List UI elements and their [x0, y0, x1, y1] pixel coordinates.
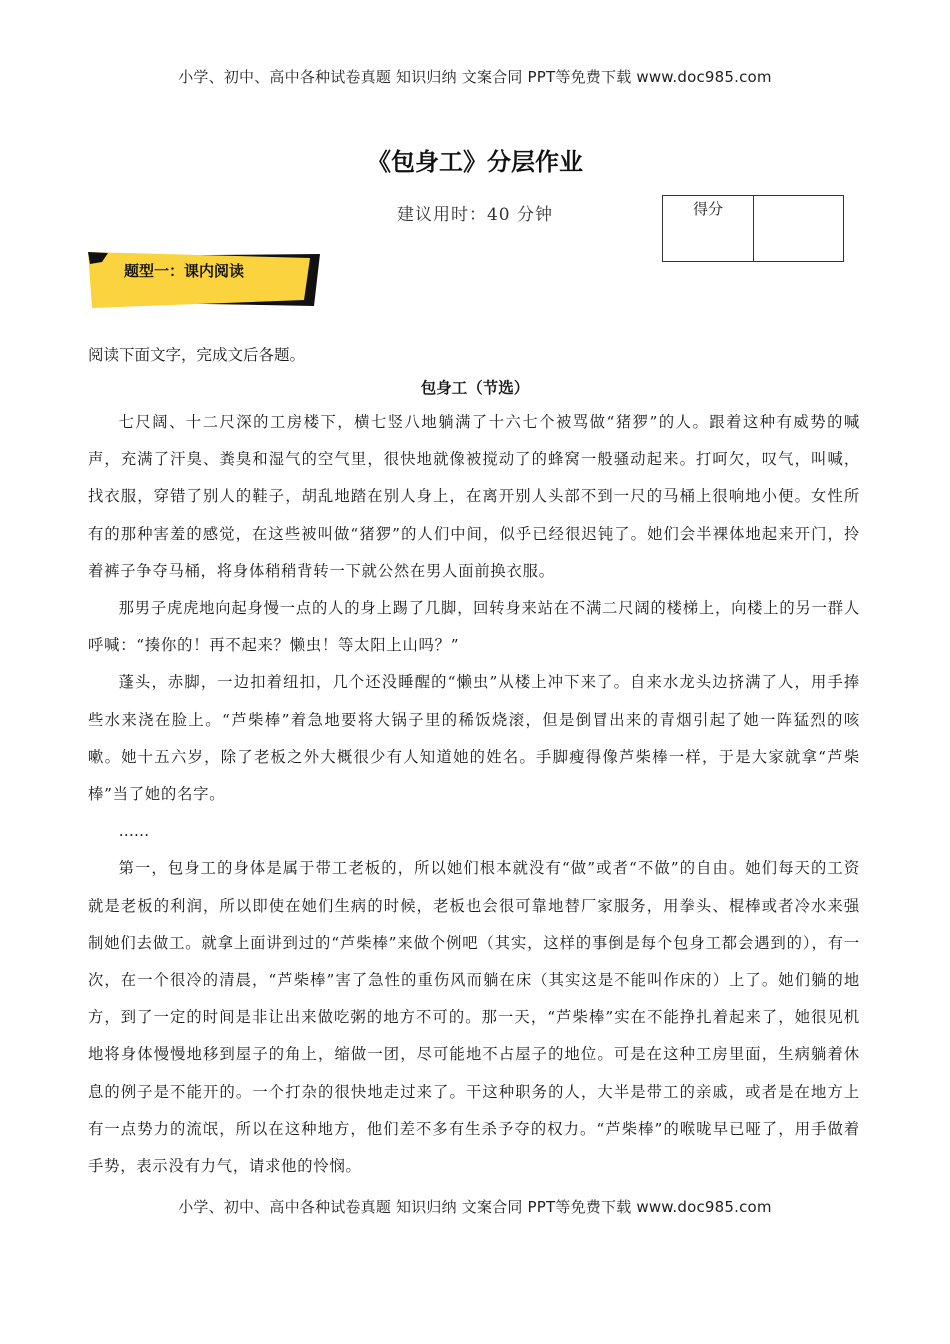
page-title: 《包身工》分层作业: [367, 148, 583, 176]
section-banner: [88, 252, 324, 310]
time-hint: 建议用时：40 分钟: [396, 205, 554, 225]
banner-label: 题型一：课内阅读: [124, 262, 245, 280]
paragraph-2: 那男子虎虎地向起身慢一点的人的身上踢了几脚，回转身来站在不满二尺阔的楼梯上，向楼上的另一群人呼喊：“揍你的！再不起来？懒虫！等太阳上山吗？”: [88, 599, 860, 655]
paragraph-ellipsis: ……: [118, 822, 150, 841]
passage-title: 包身工（节选）: [420, 379, 530, 397]
page-footer: 小学、初中、高中各种试卷真题 知识归纳 文案合同 PPT等免费下载 www.doc985.com: [178, 1198, 772, 1216]
page-header: 小学、初中、高中各种试卷真题 知识归纳 文案合同 PPT等免费下载 www.doc985.com: [178, 68, 772, 86]
score-label: 得分: [663, 196, 754, 261]
paragraph-4: 第一，包身工的身体是属于带工老板的，所以她们根本就没有“做”或者“不做”的自由。她们每天的工资就是老板的利润，所以即使在她们生病的时候，老板也会很可靠地替厂家服务，用拳头、棍棒或者冷水来强制她们去做工。就拿上面讲到过的“芦柴棒”来做个例吧（其实，这样的事倒是每个包身工都会遇到的），有一次，在一个很冷的清晨，“芦柴棒”害了急性的重伤风而躺在床（其实这是不能叫作床的）上了。她们躺的地方，到了一定的时间是非让出来做吃粥的地方不可的。那一天，“芦柴棒”实在不能挣扎着起来了，她很见机地将身体慢慢地移到屋子的角上，缩做一团，尽可能地不占屋子的地位。可是在这种工房里面，生病躺着休息的例子是不能开的。一个打杂的很快地走过来了。干这种职务的人，大半是带工的亲戚，或者是在地方上有一点势力的流氓，所以在这种地方，他们差不多有生杀予夺的权力。“芦柴棒”的喉咙早已哑了，用手做着手势，表示没有力气，请求他的怜悯。: [88, 859, 860, 1176]
instruction: 阅读下面文字，完成文后各题。: [88, 346, 306, 364]
paragraph-3: 蓬头，赤脚，一边扣着纽扣，几个还没睡醒的“懒虫”从楼上冲下来了。自来水龙头边挤满了人，用手捧些水来浇在脸上。“芦柴棒”着急地要将大锅子里的稀饭烧滚，但是倒冒出来的青烟引起了她一阵猛烈的咳嗽。她十五六岁，除了老板之外大概很少有人知道她的姓名。手脚瘦得像芦柴棒一样，于是大家就拿“芦柴棒”当了她的名字。: [88, 673, 860, 804]
paragraph-1: 七尺阔、十二尺深的工房楼下，横七竖八地躺满了十六七个被骂做“猪猡”的人。跟着这种有威势的喊声，充满了汗臭、粪臭和湿气的空气里，很快地就像被搅动了的蜂窝一般骚动起来。打呵欠，叹气，叫喊，找衣服，穿错了别人的鞋子，胡乱地踏在别人身上，在离开别人头部不到一尺的马桶上很响地小便。女性所有的那种害羞的感觉，在这些被叫做“猪猡”的人们中间，似乎已经很迟钝了。她们会半裸体地起来开门，拎着裤子争夺马桶，将身体稍稍背转一下就公然在男人面前换衣服。: [88, 413, 860, 580]
passage-body: [88, 404, 860, 1185]
score-box: [662, 195, 844, 262]
score-value[interactable]: [754, 196, 843, 261]
